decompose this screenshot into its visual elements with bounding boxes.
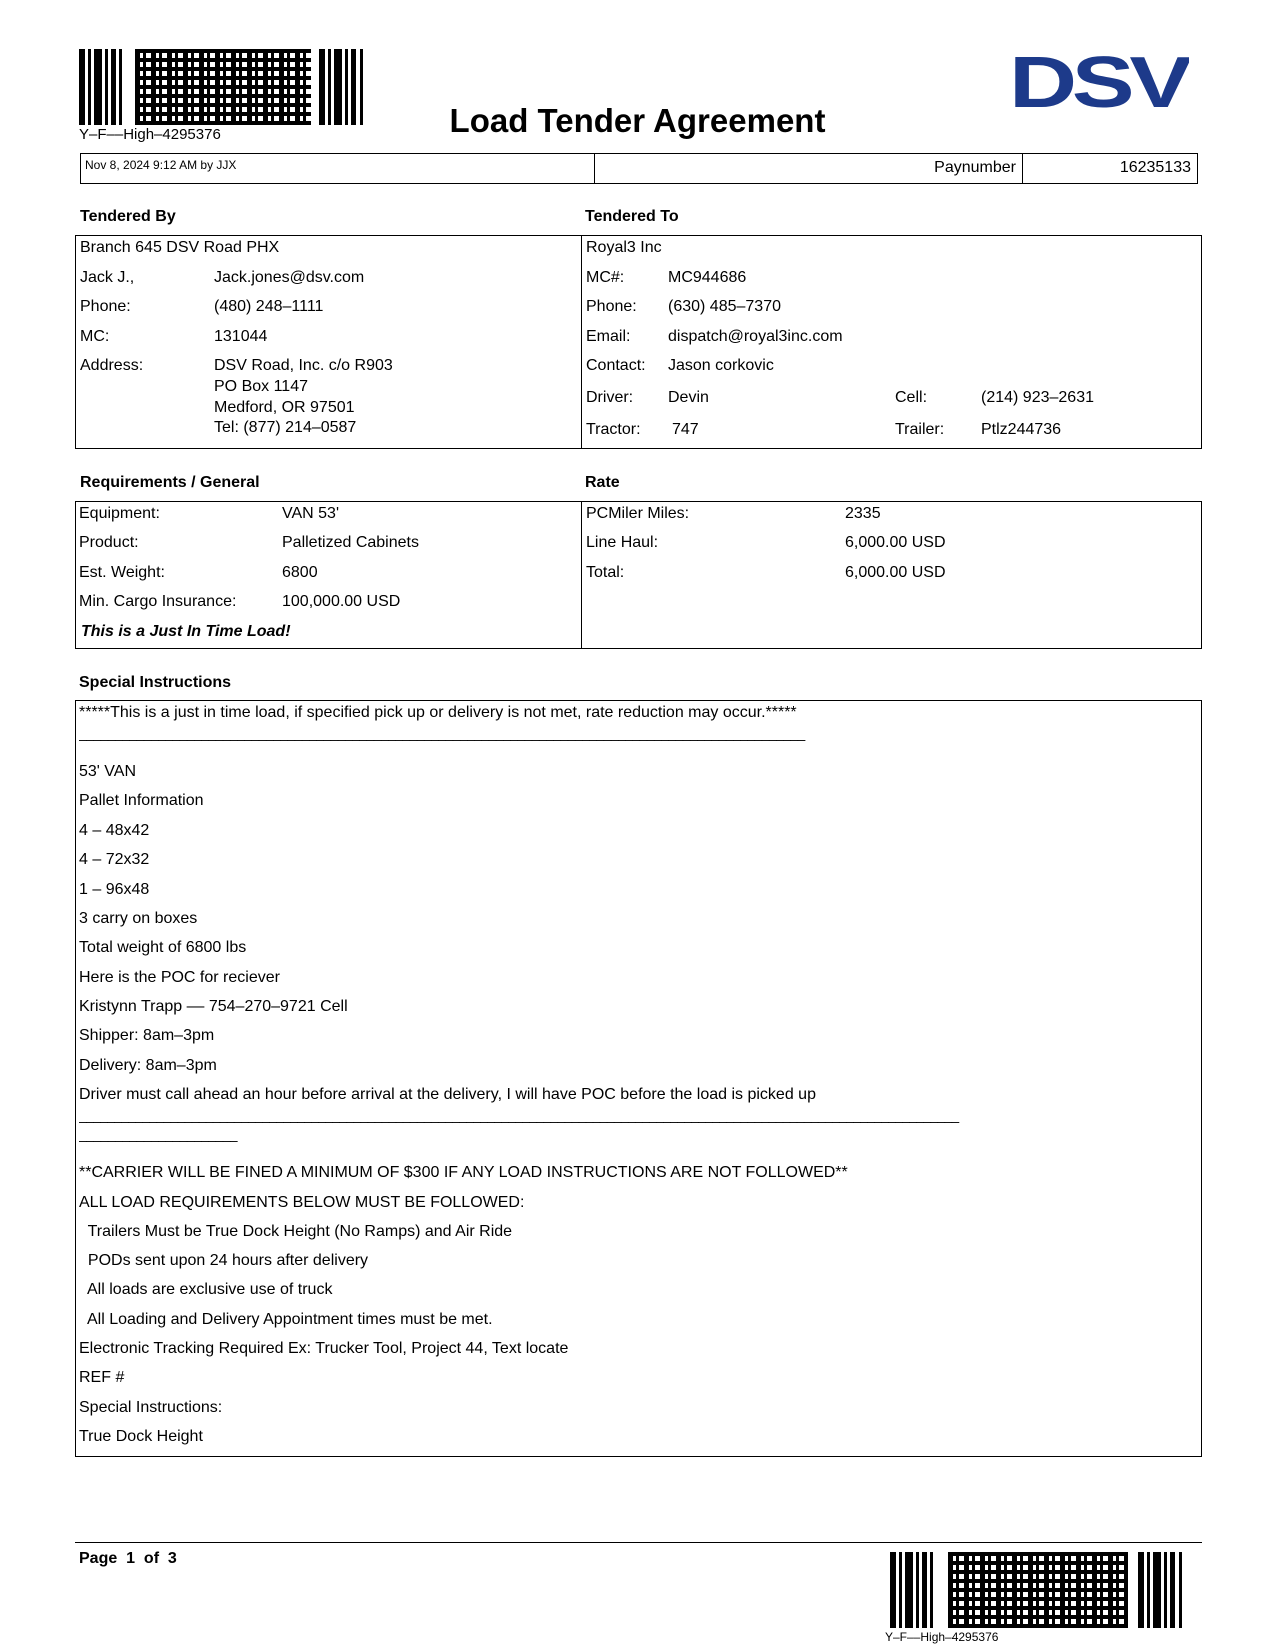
instruction-line: 1 – 96x48: [79, 881, 150, 898]
instruction-line: REF #: [79, 1369, 125, 1386]
instruction-line: ALL LOAD REQUIREMENTS BELOW MUST BE FOLLOWED:: [79, 1194, 525, 1211]
bottom-barcode: [890, 1552, 1190, 1628]
special-instructions-heading: Special Instructions: [79, 674, 232, 691]
linehaul-label: Line Haul:: [586, 534, 659, 551]
carrier-contact-value: Jason corkovic: [668, 357, 774, 374]
equipment-value: VAN 53': [282, 505, 340, 522]
linehaul-value: 6,000.00 USD: [845, 534, 946, 551]
address-label: Address:: [80, 357, 144, 374]
mc-value: 131044: [214, 328, 268, 345]
instruction-line: Special Instructions:: [79, 1399, 223, 1416]
instruction-separator: –––––––––––––––––––––––––––––––––––––––––––––––––––––––––––––––––––––––––––––––––––––––––––––––––––––: [79, 731, 805, 747]
instruction-line: Here is the POC for reciever: [79, 969, 280, 986]
address-line: Tel: (877) 214–0587: [214, 419, 357, 436]
qr-code-icon: [948, 1552, 1128, 1628]
miles-label: PCMiler Miles:: [586, 505, 690, 522]
instruction-line: Shipper: 8am–3pm: [79, 1027, 215, 1044]
tendered-by-heading: Tendered By: [80, 208, 176, 225]
instruction-line: Electronic Tracking Required Ex: Trucker Tool, Project 44, Text locate: [79, 1340, 569, 1357]
instruction-line: 3 carry on boxes: [79, 910, 198, 927]
cell-label: Cell:: [895, 389, 928, 406]
tractor-value: 747: [672, 421, 699, 438]
footer-divider: [75, 1542, 1202, 1543]
instruction-line: Driver must call ahead an hour before arrival at the delivery, I will have POC before the load is picked up: [79, 1086, 816, 1103]
instruction-line: True Dock Height: [79, 1428, 203, 1445]
instruction-separator: –––––––––––––––––––––––––––––––––––––––––––––––––––––––––––––––––––––––––––––––––––––––––––––––––––––––––––––––––––––––––––––: [79, 1113, 959, 1129]
tendered-to-heading: Tendered To: [585, 208, 679, 225]
instruction-line: All loads are exclusive use of truck: [79, 1281, 333, 1298]
instruction-line: Pallet Information: [79, 792, 204, 809]
phone-label: Phone:: [80, 298, 131, 315]
product-value: Palletized Cabinets: [282, 534, 419, 551]
instruction-line: **CARRIER WILL BE FINED A MINIMUM OF $300 IF ANY LOAD INSTRUCTIONS ARE NOT FOLLOWED**: [79, 1164, 848, 1181]
page-number: Page 1 of 3: [79, 1550, 177, 1567]
carrier-email-label: Email:: [586, 328, 631, 345]
paynumber-label: Paynumber: [934, 159, 1016, 176]
bottom-barcode-text: Y–F––High–4295376: [885, 1630, 999, 1644]
jit-note: This is a Just In Time Load!: [81, 623, 291, 640]
product-label: Product:: [79, 534, 139, 551]
instruction-line: 4 – 72x32: [79, 851, 150, 868]
requirements-heading: Requirements / General: [80, 474, 260, 491]
contact-email: Jack.jones@dsv.com: [214, 269, 365, 286]
svg-text:DSV: DSV: [1009, 53, 1189, 113]
carrier-mc-value: MC944686: [668, 269, 747, 286]
miles-value: 2335: [845, 505, 881, 522]
total-value: 6,000.00 USD: [845, 564, 946, 581]
equipment-label: Equipment:: [79, 505, 160, 522]
paynumber-value: 16235133: [1119, 159, 1191, 176]
insurance-value: 100,000.00 USD: [282, 593, 401, 610]
contact-name: Jack J.,: [80, 269, 135, 286]
instruction-line: Trailers Must be True Dock Height (No Ramps) and Air Ride: [79, 1223, 513, 1240]
instruction-line: 53' VAN: [79, 763, 137, 780]
rate-heading: Rate: [585, 474, 620, 491]
trailer-label: Trailer:: [895, 421, 945, 438]
dsv-logo: [1009, 53, 1189, 113]
instruction-line: *****This is a just in time load, if specified pick up or delivery is not met, rate reduction may occur.*****: [79, 704, 797, 721]
page-title: Load Tender Agreement: [449, 102, 826, 139]
tractor-label: Tractor:: [586, 421, 641, 438]
carrier-phone-label: Phone:: [586, 298, 637, 315]
driver-label: Driver:: [586, 389, 634, 406]
header-bar: [80, 153, 1198, 184]
instruction-line: Total weight of 6800 lbs: [79, 939, 247, 956]
address-line: PO Box 1147: [214, 378, 308, 395]
instruction-separator: ––––––––––––––––––––––: [79, 1132, 238, 1148]
carrier-email-value: dispatch@royal3inc.com: [668, 328, 843, 345]
instruction-line: PODs sent upon 24 hours after delivery: [79, 1252, 369, 1269]
insurance-label: Min. Cargo Insurance:: [79, 593, 237, 610]
instruction-line: Delivery: 8am–3pm: [79, 1057, 217, 1074]
phone-value: (480) 248–1111: [214, 298, 324, 315]
created-stamp: Nov 8, 2024 9:12 AM by JJX: [85, 158, 237, 172]
weight-value: 6800: [282, 564, 318, 581]
instruction-line: All Loading and Delivery Appointment times must be met.: [79, 1311, 493, 1328]
carrier-contact-label: Contact:: [586, 357, 646, 374]
weight-label: Est. Weight:: [79, 564, 165, 581]
cell-value: (214) 923–2631: [981, 389, 1094, 406]
top-barcode-text: Y–F––High–4295376: [79, 126, 221, 143]
total-label: Total:: [586, 564, 625, 581]
carrier-mc-label: MC#:: [586, 269, 625, 286]
trailer-value: Ptlz244736: [981, 421, 1062, 438]
instruction-line: Kristynn Trapp –– 754–270–9721 Cell: [79, 998, 348, 1015]
driver-value: Devin: [668, 389, 709, 406]
mc-label: MC:: [80, 328, 110, 345]
address-line: Medford, OR 97501: [214, 399, 355, 416]
carrier-name: Royal3 Inc: [586, 239, 662, 256]
branch-name: Branch 645 DSV Road PHX: [80, 239, 280, 256]
carrier-phone-value: (630) 485–7370: [668, 298, 781, 315]
address-line: DSV Road, Inc. c/o R903: [214, 357, 393, 374]
instruction-line: 4 – 48x42: [79, 822, 150, 839]
